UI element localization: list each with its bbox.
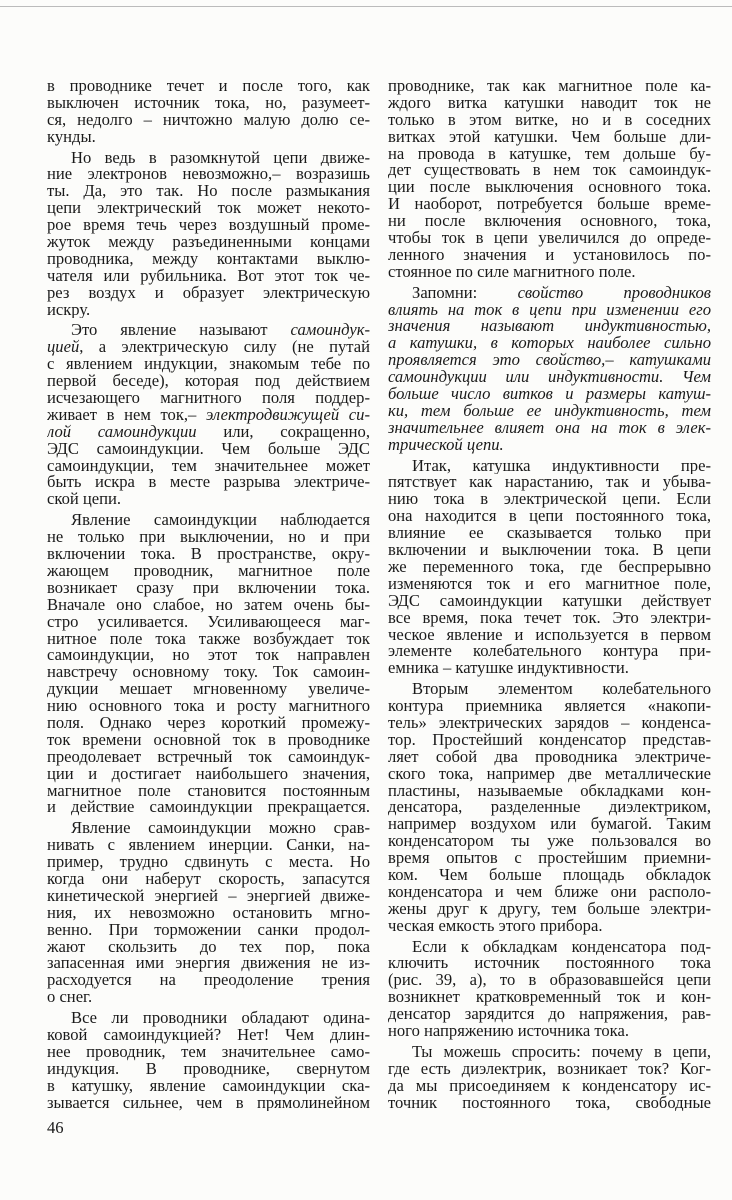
text-line: искру. [47, 301, 91, 319]
text-line [47, 339, 370, 356]
italic-text: лой самоиндукции [47, 423, 197, 441]
text-line: Явление самоиндукции наблюдается [71, 512, 370, 530]
text-line: возникает сразу при включении тока. [47, 579, 370, 597]
text-line: когда они наберут скорость, запасутся [47, 870, 370, 888]
text-line: кинетической энергией – энергией движе- [47, 887, 370, 905]
italic-text: трической цепи. [388, 436, 504, 454]
text-line [388, 352, 711, 369]
text-line [47, 424, 370, 441]
text-line: навстречу основному току. Ток самоин- [47, 664, 370, 682]
text-line: зывается сильнее, чем в прямолинейном [47, 1094, 370, 1112]
text-line: денсатора, разделенные диэлектриком, [388, 799, 711, 817]
text-line: ждого витка катушки наводит ток не [388, 94, 711, 112]
text-line [388, 302, 711, 319]
text-column-right [388, 78, 711, 1111]
text-line: тор. Простейший конденсатор представ- [388, 731, 711, 749]
text-line: выключен источник тока, но, разумеет- [47, 94, 370, 112]
text-line: магнитное поле становится постоянным [47, 782, 370, 800]
text-line: например воздухом или бумагой. Таким [388, 816, 711, 834]
text-line: ЭДС самоиндукции. Чем больше ЭДС [47, 440, 370, 458]
scan-edge-line [0, 6, 732, 7]
text-line: элементе колебательного контура при- [388, 643, 711, 661]
text-line: проводнике, так как магнитное поле ка- [388, 78, 711, 95]
text-line: жают скользить до тех пор, пока [47, 938, 370, 956]
text-line: поля. Однако через короткий промежу- [47, 714, 370, 732]
text-line: рое время течь через воздушный проме- [47, 217, 370, 235]
text-line: жуток между разъединенными концами [47, 234, 370, 251]
text-line: пятствует как нарастанию, так и убыва- [388, 474, 711, 492]
italic-text: ки, тем больше ее индуктивность, тем [388, 402, 711, 420]
text-line: с явлением индукции, знакомым тебе по [47, 356, 370, 374]
text-line: Ты можешь спросить: почему в цепи, [412, 1043, 711, 1061]
italic-text: больше число витков и размеры катуш- [388, 386, 711, 403]
text-line [388, 285, 711, 302]
text-line: ческая емкость этого прибора. [388, 917, 603, 935]
text-line: ленного значения и установилось по- [388, 246, 711, 264]
text-line: включении и выключении тока. В цепи [388, 542, 711, 559]
text-line [47, 322, 370, 339]
text-line [388, 437, 711, 454]
italic-text: цией [47, 339, 80, 357]
text-line: конденсатора и чем ближе они располо- [388, 883, 711, 901]
text-line: ни после включения основного, тока, [388, 213, 711, 231]
text-line: тель» электрических зарядов – конденса- [388, 714, 711, 732]
text-segment: живает в нем ток,– [47, 406, 207, 424]
italic-text: самоиндук- [290, 322, 370, 340]
text-line: жены друг к другу, тем больше электри- [388, 900, 711, 918]
text-line: все время, пока течет ток. Это электри- [388, 609, 711, 627]
text-line: Вначале оно слабое, но затем очень бы- [47, 596, 370, 614]
text-line: индукция. В проводнике, свернутом [47, 1060, 370, 1078]
text-line: конденсатором ты уже пользовался во [388, 833, 711, 851]
text-line: И наоборот, потребуется больше време- [388, 196, 711, 214]
italic-text: свойство проводников [517, 284, 711, 302]
text-segment: , а электрическую силу (не путай [79, 339, 370, 357]
text-line: витках этой катушки. Чем больше дли- [388, 128, 711, 146]
text-line: стро усиливается. Усиливающееся маг- [47, 613, 370, 631]
text-line: включении тока. В пространстве, окру- [47, 546, 370, 563]
text-line: кунды. [47, 128, 96, 146]
text-line: нию основного тока и росту магнитного [47, 698, 370, 715]
text-line [388, 403, 711, 420]
italic-text: влиять на ток в цепи при изменении его [388, 301, 711, 319]
text-line: нивать с явлением инерции. Санки, на- [47, 837, 370, 855]
text-line: изменяются ток и его магнитное поле, [388, 575, 711, 593]
text-line: пример, трудно сдвинуть с места. Но [47, 854, 370, 871]
text-line: влияние ее сказывается только при [388, 525, 711, 543]
text-line: только в этом витке, но и в соседних [388, 111, 711, 129]
text-line: (рис. 39, а), то в образовавшейся цепи [388, 972, 711, 990]
text-line: пластины, называемые обкладками кон- [388, 782, 711, 800]
text-line: жающем проводник, магнитное поле [47, 562, 370, 580]
text-line [47, 407, 370, 424]
text-line: Все ли проводники обладают одина- [71, 1010, 370, 1027]
text-line: нию тока в электрической цепи. Если [388, 491, 711, 509]
text-line: о снег. [47, 989, 93, 1007]
text-line: первой беседе), которая под действием [47, 373, 370, 391]
text-line [388, 335, 711, 352]
text-line: она находится в цепи постоянного тока, [388, 508, 711, 526]
text-line: да мы присоединяем к конденсатору ис- [388, 1077, 711, 1095]
text-line: ся, недолго – ничтожно малую долю се- [47, 111, 370, 129]
text-line: ческое явление и используется в первом [388, 626, 711, 644]
text-line: где есть диэлектрик, возникает ток? Ког- [388, 1060, 711, 1078]
text-line: Итак, катушка индуктивности пре- [412, 457, 711, 475]
text-column-left [47, 78, 370, 1111]
text-line [388, 369, 711, 386]
text-line: проводника, между контактами выклю- [47, 250, 370, 268]
text-line: преодолевает встречный ток самоиндук- [47, 748, 370, 766]
text-line: рез воздух и образует электрическую [47, 284, 370, 302]
text-line: в проводнике течет и после того, как [47, 78, 370, 95]
text-line [388, 318, 711, 335]
text-line: ток времени основной ток в проводнике [47, 731, 370, 749]
italic-text: а катушки, в которых наиболее сильно [388, 335, 711, 353]
text-line: самоиндукции, тем значительнее может [47, 457, 370, 475]
text-line: расходуется на преодоление трения [47, 972, 370, 990]
text-line: чателя или рубильника. Вот этот ток че- [47, 267, 370, 285]
text-line: Вторым элементом колебательного [412, 681, 711, 699]
text-segment: Запомни: [412, 284, 518, 302]
italic-text: значительнее влияет она на ток в элек- [388, 419, 711, 437]
text-line: ковой самоиндукцией? Нет! Чем длин- [47, 1026, 370, 1044]
text-line: возникнет кратковременный ток и кон- [388, 989, 711, 1007]
text-line: Явление самоиндукции можно срав- [71, 820, 370, 838]
italic-text: самоиндукции или индуктивности. Чем [388, 369, 711, 387]
text-line: Если к обкладкам конденсатора под- [412, 938, 711, 956]
text-segment: или, сокращенно, [196, 423, 370, 441]
text-line: быть искра в месте разрыва электриче- [47, 474, 370, 492]
text-line: ляет собой два проводника электриче- [388, 748, 711, 766]
text-line: ключить источник постоянного тока [388, 955, 711, 973]
text-line: ского тока, например две металлические [388, 765, 711, 783]
text-line: ние электронов невозможно,– возразишь [47, 166, 370, 184]
text-line: ции после выключения основного тока. [388, 179, 711, 197]
text-line: не только при выключении, но и при [47, 529, 370, 547]
text-line: точник постоянного тока, свободные [388, 1094, 711, 1112]
italic-text: значения называют индуктивностью, [388, 318, 711, 336]
text-line: запасенная ими энергия движения не из- [47, 955, 370, 973]
text-line: венно. При торможении санки продол- [47, 921, 370, 939]
text-line: стоянное по силе магнитного поле. [388, 263, 636, 281]
text-line [388, 386, 711, 403]
text-line: денсатор зарядится до напряжения, рав- [388, 1006, 711, 1023]
text-line: ного напряжению источника тока. [388, 1022, 629, 1040]
page-number: 46 [47, 1118, 64, 1137]
text-line: цепи электрический ток может некото- [47, 200, 370, 218]
text-line: контура приемника является «накопи- [388, 698, 711, 715]
text-segment: Это явление называют [71, 322, 291, 340]
text-line: и действие самоиндукции прекращается. [47, 799, 370, 817]
text-line: ты. Да, это так. Но после размыкания [47, 183, 370, 201]
text-line: в катушку, явление самоиндукции ска- [47, 1077, 370, 1095]
text-line: емника – катушке индуктивности. [388, 660, 629, 678]
text-line: нее проводник, тем значительнее само- [47, 1043, 370, 1061]
italic-text: проявляется это свойство,– катушками [388, 352, 711, 370]
text-line: на провода в катушке, тем дольше бу- [388, 145, 711, 163]
text-line: Но ведь в разомкнутой цепи движе- [71, 149, 370, 167]
text-line: время опытов с простейшим приемни- [388, 850, 711, 867]
italic-text: электродвижущей си- [206, 406, 370, 424]
text-line: ЭДС самоиндукции катушки действует [388, 592, 711, 610]
text-line: же переменного тока, где беспрерывно [388, 558, 711, 576]
text-line: ком. Чем больше площадь обкладок [388, 866, 711, 884]
text-line: ской цепи. [47, 491, 122, 509]
text-line: исчезающего магнитного поля поддер- [47, 390, 370, 407]
text-line: нитное поле тока также возбуждает ток [47, 630, 370, 648]
text-line: чтобы ток в цепи увеличился до опреде- [388, 230, 711, 247]
text-line: ции и достигает наибольшего значения, [47, 765, 370, 783]
text-line: дукции мешает мгновенному увеличе- [47, 681, 370, 699]
text-line: ния, их невозможно остановить мгно- [47, 904, 370, 922]
text-line: самоиндукции, но этот ток направлен [47, 647, 370, 665]
text-line: дет существовать в нем ток самоиндук- [388, 162, 711, 180]
text-line [388, 420, 711, 437]
